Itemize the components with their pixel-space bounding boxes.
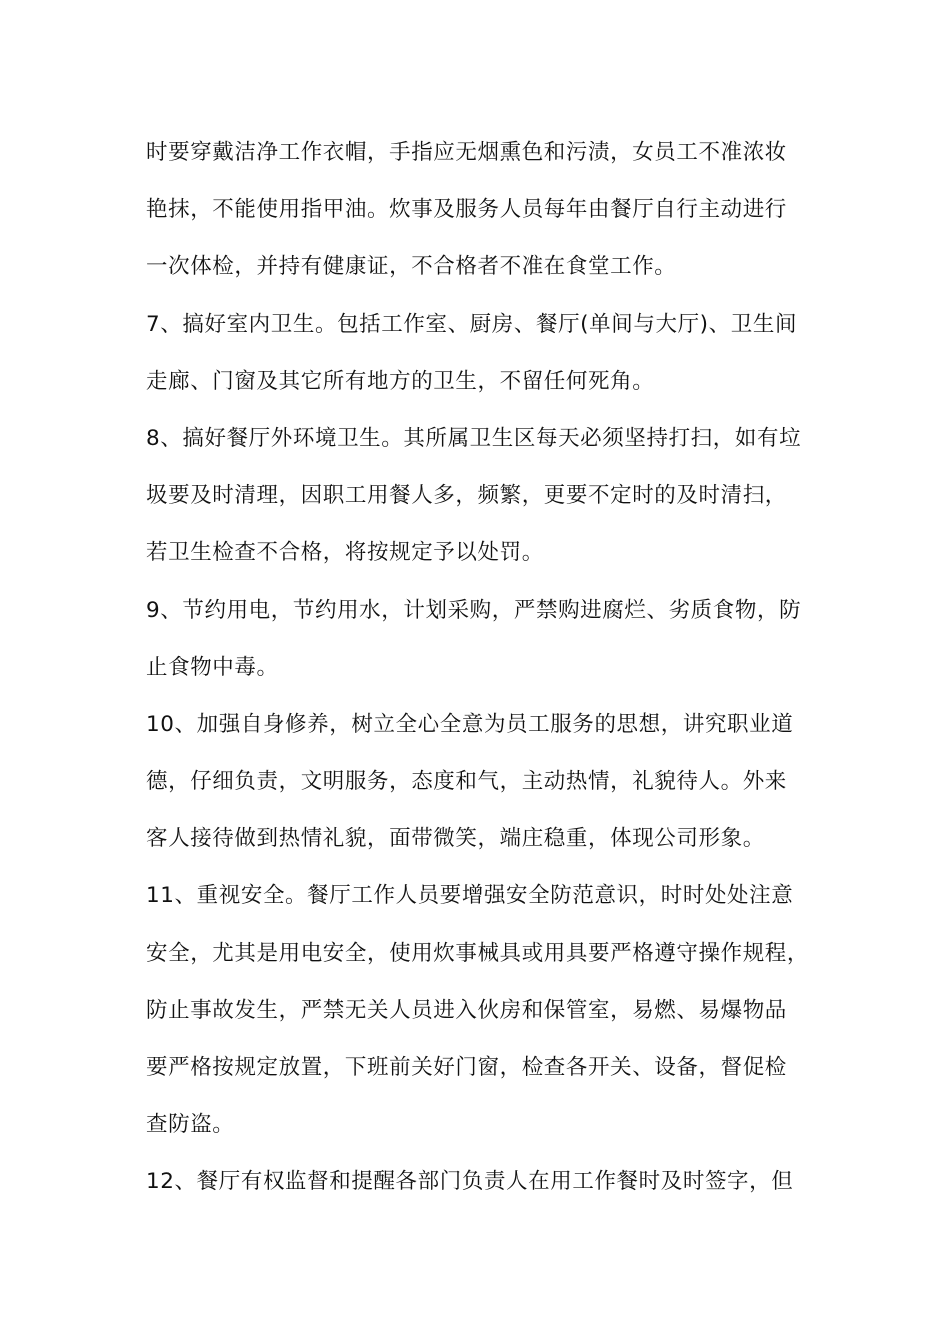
text-line: 艳抹，不能使用指甲油。炊事及服务人员每年由餐厅自行主动进行 — [146, 197, 787, 223]
text-line: 9、节约用电，节约用水，计划采购，严禁购进腐烂、劣质食物，防 — [146, 597, 802, 623]
text-line: 查防盗。 — [146, 1112, 235, 1138]
text-line: 时要穿戴洁净工作衣帽，手指应无烟熏色和污渍，女员工不准浓妆 — [146, 140, 787, 165]
document-body — [146, 124, 810, 1211]
text-line: 7、搞好室内卫生。包括工作室、厨房、餐厅(单间与大厅)、卫生间 — [146, 311, 798, 337]
text-line: 客人接待做到热情礼貌，面带微笑，端庄稳重，体现公司形象。 — [146, 826, 765, 852]
text-line: 12、餐厅有权监督和提醒各部门负责人在用工作餐时及时签字，但 — [146, 1169, 794, 1195]
text-line: 要严格按规定放置，下班前关好门窗，检查各开关、设备，督促检 — [146, 1055, 787, 1080]
text-line: 10、加强自身修养，树立全心全意为员工服务的思想，讲究职业道 — [146, 711, 794, 737]
text-line: 安全，尤其是用电安全，使用炊事械具或用具要严格遵守操作规程， — [146, 940, 810, 966]
text-line: 一次体检，并持有健康证，不合格者不准在食堂工作。 — [146, 254, 677, 280]
text-line: 德，仔细负责，文明服务，态度和气，主动热情，礼貌待人。外来 — [146, 769, 787, 795]
text-line: 11、重视安全。餐厅工作人员要增强安全防范意识，时时处处注意 — [146, 883, 794, 909]
text-line: 若卫生检查不合格，将按规定予以处罚。 — [146, 540, 544, 566]
text-line: 防止事故发生，严禁无关人员进入伙房和保管室，易燃、易爆物品 — [146, 997, 787, 1023]
text-line: 走廊、门窗及其它所有地方的卫生，不留任何死角。 — [146, 368, 655, 394]
text-line: 8、搞好餐厅外环境卫生。其所属卫生区每天必须坚持打扫，如有垃 — [146, 425, 802, 451]
text-line: 止食物中毒。 — [146, 654, 279, 680]
text-line: 圾要及时清理，因职工用餐人多，频繁，更要不定时的及时清扫， — [146, 483, 787, 509]
